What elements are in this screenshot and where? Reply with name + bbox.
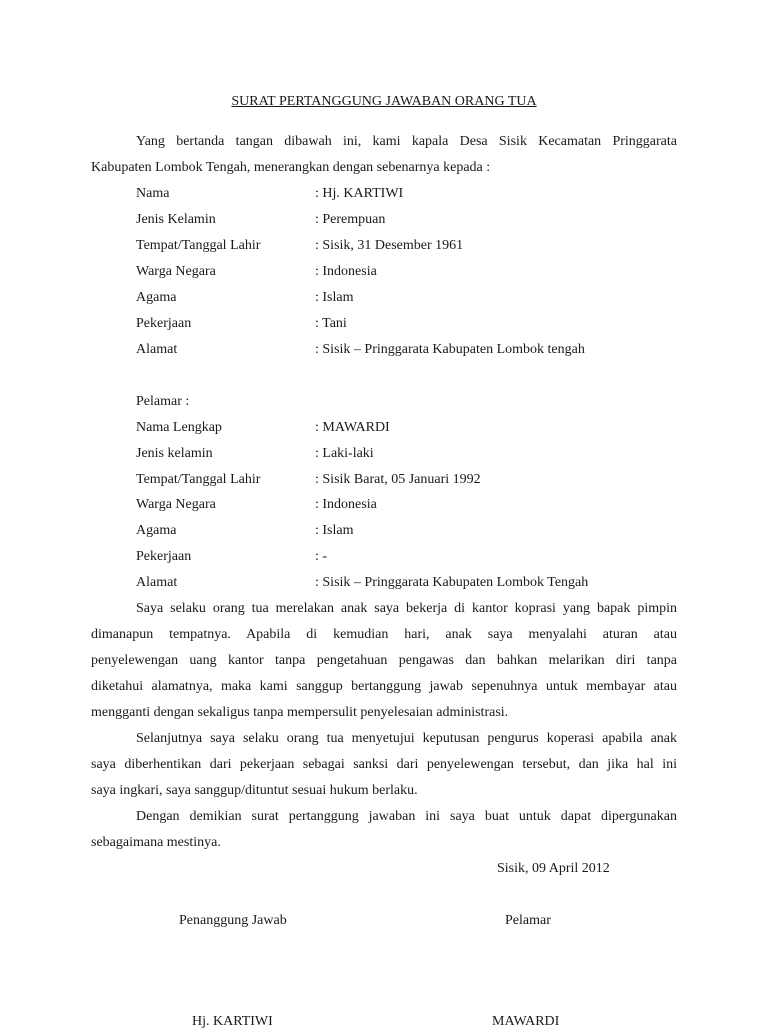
paragraph-line: sebagaimana mestinya. — [91, 835, 221, 850]
applicant-occupation-label: Pekerjaan — [136, 549, 192, 564]
applicant-address-value: : Sisik – Pringgarata Kabupaten Lombok Tengah — [315, 575, 589, 590]
paragraph-line: saya ingkari, saya sanggup/dituntut sesuai hukum berlaku. — [91, 783, 418, 798]
signature-name-right: MAWARDI — [492, 1014, 560, 1029]
applicant-heading: Pelamar : — [136, 394, 190, 409]
parent-gender-value: : Perempuan — [315, 212, 386, 227]
parent-birth-label: Tempat/Tanggal Lahir — [136, 238, 261, 253]
parent-name-label: Nama — [136, 186, 170, 201]
parent-occupation-value: : Tani — [315, 316, 347, 331]
applicant-birth-label: Tempat/Tanggal Lahir — [136, 472, 261, 487]
applicant-name-value: : MAWARDI — [315, 420, 390, 435]
letter-title: SURAT PERTANGGUNG JAWABAN ORANG TUA — [231, 94, 537, 109]
paragraph-line: Saya selaku orang tua merelakan anak saya bekerja di kantor koprasi yang bapak pimpin — [136, 601, 677, 616]
paragraph-line: mengganti dengan sekaligus tanpa mempersulit penyelesaian administrasi. — [91, 705, 509, 720]
parent-religion-value: : Islam — [315, 290, 354, 305]
parent-nationality-label: Warga Negara — [136, 264, 216, 279]
place-date: Sisik, 09 April 2012 — [497, 861, 610, 876]
applicant-gender-label: Jenis kelamin — [136, 446, 213, 461]
intro-line-2: Kabupaten Lombok Tengah, menerangkan dengan sebenarnya kepada : — [91, 160, 491, 175]
applicant-nationality-value: : Indonesia — [315, 497, 377, 512]
parent-nationality-value: : Indonesia — [315, 264, 377, 279]
parent-gender-label: Jenis Kelamin — [136, 212, 216, 227]
paragraph-line: saya diberhentikan dari pekerjaan sebagai sanksi dari penyelewengan tersebut, dan jika hal ini — [91, 757, 677, 772]
applicant-name-label: Nama Lengkap — [136, 420, 222, 435]
parent-occupation-label: Pekerjaan — [136, 316, 192, 331]
signature-role-right: Pelamar — [505, 913, 551, 928]
applicant-address-label: Alamat — [136, 575, 178, 590]
applicant-occupation-value: : - — [315, 549, 328, 564]
paragraph-line: Dengan demikian surat pertanggung jawaban ini saya buat untuk dapat dipergunakan — [136, 809, 677, 824]
applicant-religion-label: Agama — [136, 523, 177, 538]
signature-name-left: Hj. KARTIWI — [192, 1014, 273, 1029]
intro-line-1: Yang bertanda tangan dibawah ini, kami kapala Desa Sisik Kecamatan Pringgarata — [136, 134, 677, 149]
applicant-religion-value: : Islam — [315, 523, 354, 538]
parent-birth-value: : Sisik, 31 Desember 1961 — [315, 238, 464, 253]
applicant-birth-value: : Sisik Barat, 05 Januari 1992 — [315, 472, 481, 487]
paragraph-line: diketahui alamatnya, maka kami sanggup bertanggung jawab sepenuhnya untuk membayar atau — [91, 679, 677, 694]
parent-address-label: Alamat — [136, 342, 178, 357]
parent-religion-label: Agama — [136, 290, 177, 305]
paragraph-line: Selanjutnya saya selaku orang tua menyetujui keputusan pengurus koperasi apabila anak — [136, 731, 677, 746]
parent-address-value: : Sisik – Pringgarata Kabupaten Lombok tengah — [315, 342, 585, 357]
paragraph-line: penyelewengan uang kantor tanpa pengetahuan pengawas dan bahkan melarikan diri tanpa — [91, 653, 677, 668]
parent-name-value: : Hj. KARTIWI — [315, 186, 404, 201]
signature-role-left: Penanggung Jawab — [179, 913, 287, 928]
applicant-gender-value: : Laki-laki — [315, 446, 374, 461]
paragraph-line: dimanapun tempatnya. Apabila di kemudian hari, anak saya menyalahi aturan atau — [91, 627, 677, 642]
applicant-nationality-label: Warga Negara — [136, 497, 216, 512]
